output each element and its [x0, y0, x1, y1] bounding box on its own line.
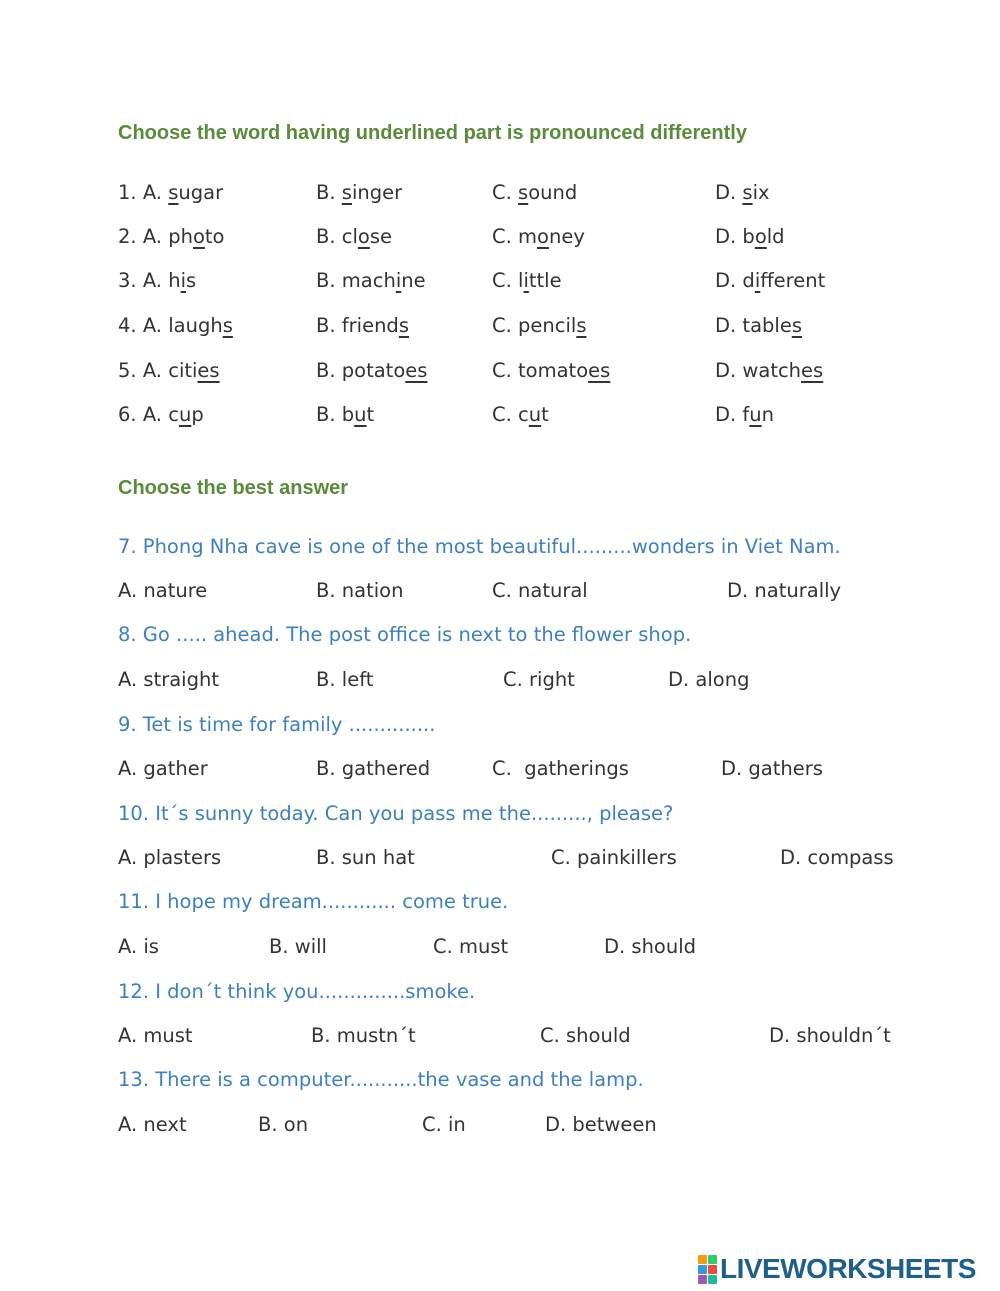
word-part: table	[742, 314, 792, 337]
word-part: ugar	[178, 181, 224, 204]
option-letter: C.	[492, 225, 512, 248]
pronunciation-item	[0, 311, 1000, 341]
pronunciation-option[interactable]	[316, 222, 392, 252]
option-letter: A.	[142, 359, 163, 382]
logo-text: LIVEWORKSHEETS	[720, 1253, 976, 1284]
underlined-part: o	[192, 225, 205, 248]
underlined-part: o	[537, 225, 549, 248]
word-part: laugh	[168, 314, 223, 337]
question-text: 10. It´s sunny today. Can you pass me the........., please?	[118, 802, 674, 825]
option-letter: B.	[316, 269, 336, 292]
option-letter: D.	[715, 314, 737, 337]
pronunciation-option[interactable]	[316, 178, 402, 208]
underlined-part: s	[168, 181, 179, 204]
answer-option[interactable]: B. on	[258, 1113, 309, 1136]
question-text: 13. There is a computer...........the vase and the lamp.	[118, 1068, 644, 1091]
answer-option[interactable]: C. must	[433, 935, 509, 958]
logo-blocks-icon	[698, 1255, 717, 1284]
option-letter: D.	[715, 403, 737, 426]
word-part: ney	[548, 225, 585, 248]
pronunciation-option[interactable]	[316, 356, 427, 386]
answer-option[interactable]: B. nation	[316, 579, 404, 602]
pronunciation-option[interactable]	[715, 178, 770, 208]
option-letter: D.	[715, 181, 737, 204]
answer-option[interactable]: A. gather	[118, 757, 208, 780]
answer-option[interactable]: D. gathers	[721, 757, 823, 780]
answer-options	[0, 754, 1000, 784]
word-part: t	[541, 403, 549, 426]
answer-option[interactable]: D. along	[668, 668, 750, 691]
word-part: fferent	[760, 269, 826, 292]
underlined-part: i	[754, 269, 761, 292]
answer-option[interactable]: B. mustn´t	[311, 1024, 416, 1047]
option-letter: B.	[316, 359, 336, 382]
word-part: citi	[168, 359, 198, 382]
word-part: ound	[528, 181, 578, 204]
underlined-part: u	[749, 403, 762, 426]
answer-option[interactable]: B. left	[316, 668, 374, 691]
word-part: pencil	[518, 314, 577, 337]
item-number: 1.	[118, 181, 137, 204]
word-part: f	[742, 403, 750, 426]
word-part: friend	[341, 314, 399, 337]
word-part: ne	[401, 269, 426, 292]
underlined-part: u	[528, 403, 542, 426]
underlined-part: u	[354, 403, 367, 426]
underlined-part: es	[801, 359, 824, 382]
item-number: 5.	[118, 359, 137, 382]
option-letter: D.	[715, 359, 737, 382]
word-part: b	[341, 403, 355, 426]
word-part: ph	[168, 225, 193, 248]
word-part: m	[518, 225, 538, 248]
word-part: to	[204, 225, 225, 248]
option-letter: A.	[142, 269, 163, 292]
option-letter: B.	[316, 314, 336, 337]
answer-option[interactable]: C. should	[540, 1024, 631, 1047]
word-part: c	[168, 403, 179, 426]
section-heading-pronunciation: Choose the word having underlined part is pronounced differently	[118, 122, 747, 144]
pronunciation-item	[0, 266, 1000, 296]
word-part: ld	[766, 225, 785, 248]
liveworksheets-logo	[698, 1254, 976, 1284]
option-letter: B.	[316, 403, 336, 426]
answer-options	[0, 1110, 1000, 1140]
option-letter: B.	[316, 181, 336, 204]
pronunciation-option[interactable]	[492, 356, 610, 386]
word-part: s	[186, 269, 197, 292]
answer-option[interactable]: A. plasters	[118, 846, 222, 869]
word-part: watch	[742, 359, 802, 382]
word-part: d	[742, 269, 755, 292]
option-letter: C.	[492, 359, 512, 382]
pronunciation-option[interactable]	[118, 266, 196, 296]
answer-option[interactable]: D. shouldn´t	[769, 1024, 891, 1047]
section-heading-best-answer: Choose the best answer	[118, 477, 349, 499]
answer-options	[0, 932, 1000, 962]
word-part: potato	[341, 359, 406, 382]
pronunciation-item	[0, 400, 1000, 430]
pronunciation-option[interactable]	[118, 356, 220, 386]
answer-option[interactable]: B. will	[269, 935, 327, 958]
pronunciation-option[interactable]	[715, 400, 774, 430]
word-part: l	[518, 269, 524, 292]
item-number: 2.	[118, 225, 137, 248]
word-part: tomato	[518, 359, 589, 382]
pronunciation-option[interactable]	[316, 400, 374, 430]
pronunciation-option[interactable]	[492, 311, 587, 341]
option-letter: C.	[492, 181, 512, 204]
underlined-part: i	[180, 269, 186, 292]
answer-option[interactable]: C. gatherings	[492, 757, 629, 780]
option-letter: C.	[492, 403, 512, 426]
underlined-part: s	[222, 314, 233, 337]
word-part: mach	[341, 269, 396, 292]
pronunciation-option[interactable]	[715, 311, 802, 341]
word-part: c	[518, 403, 529, 426]
item-number: 3.	[118, 269, 137, 292]
answer-option[interactable]: D. should	[604, 935, 697, 958]
question-text: 7. Phong Nha cave is one of the most beautiful.........wonders in Viet Nam.	[118, 535, 841, 558]
answer-option[interactable]: C. natural	[492, 579, 588, 602]
option-letter: D.	[715, 225, 737, 248]
pronunciation-option[interactable]	[118, 222, 224, 252]
answer-option[interactable]: C. right	[503, 668, 575, 691]
item-number: 6.	[118, 403, 137, 426]
option-letter: C.	[492, 269, 512, 292]
option-letter: B.	[316, 225, 336, 248]
word-part: inger	[351, 181, 403, 204]
pronunciation-option[interactable]	[316, 311, 409, 341]
pronunciation-option[interactable]	[118, 178, 223, 208]
pronunciation-item	[0, 222, 1000, 252]
pronunciation-option[interactable]	[715, 266, 825, 296]
underlined-part: es	[405, 359, 428, 382]
underlined-part: es	[588, 359, 611, 382]
word-part: ix	[752, 181, 770, 204]
word-part: n	[761, 403, 775, 426]
underlined-part: es	[197, 359, 220, 382]
underlined-part: o	[357, 225, 370, 248]
answer-option[interactable]: B. sun hat	[316, 846, 415, 869]
answer-option[interactable]: C. painkillers	[551, 846, 677, 869]
underlined-part: s	[518, 181, 529, 204]
word-part: b	[742, 225, 755, 248]
question-text: 9. Tet is time for family ..............	[118, 713, 436, 736]
answer-option[interactable]: D. between	[545, 1113, 657, 1136]
pronunciation-item	[0, 178, 1000, 208]
question-text: 8. Go ..... ahead. The post office is next to the flower shop.	[118, 623, 692, 646]
pronunciation-option[interactable]	[316, 266, 426, 296]
underlined-part: i	[523, 269, 529, 292]
item-number: 4.	[118, 314, 137, 337]
option-letter: A.	[142, 225, 163, 248]
pronunciation-option[interactable]	[715, 222, 785, 252]
question-text: 11. I hope my dream............ come true.	[118, 890, 509, 913]
underlined-part: s	[791, 314, 802, 337]
word-part: h	[168, 269, 181, 292]
answer-option[interactable]: A. straight	[118, 668, 219, 691]
word-part: p	[191, 403, 204, 426]
option-letter: D.	[715, 269, 737, 292]
underlined-part: s	[742, 181, 753, 204]
underlined-part: o	[754, 225, 767, 248]
pronunciation-option[interactable]	[715, 356, 823, 386]
answer-options	[0, 665, 1000, 695]
answer-options	[0, 576, 1000, 606]
pronunciation-option[interactable]	[492, 266, 562, 296]
question-text: 12. I don´t think you..............smoke.	[118, 980, 476, 1003]
pronunciation-option[interactable]	[492, 178, 577, 208]
answer-option[interactable]: A. is	[118, 935, 159, 958]
answer-options	[0, 1021, 1000, 1051]
word-part: t	[366, 403, 375, 426]
option-letter: A.	[142, 181, 163, 204]
underlined-part: s	[398, 314, 409, 337]
pronunciation-option[interactable]	[492, 222, 585, 252]
word-part: se	[369, 225, 393, 248]
word-part: cl	[341, 225, 358, 248]
underlined-part: i	[395, 269, 402, 292]
pronunciation-option[interactable]	[492, 400, 549, 430]
word-part: ttle	[528, 269, 562, 292]
option-letter: A.	[142, 314, 163, 337]
underlined-part: s	[576, 314, 587, 337]
option-letter: C.	[492, 314, 512, 337]
underlined-part: s	[341, 181, 352, 204]
pronunciation-item	[0, 356, 1000, 386]
answer-option[interactable]: D. compass	[780, 846, 894, 869]
underlined-part: u	[178, 403, 192, 426]
option-letter: A.	[142, 403, 163, 426]
answer-option[interactable]: C. in	[422, 1113, 466, 1136]
answer-option[interactable]: B. gathered	[316, 757, 431, 780]
pronunciation-option[interactable]	[118, 400, 204, 430]
answer-option[interactable]: A. must	[118, 1024, 193, 1047]
pronunciation-option[interactable]	[118, 311, 233, 341]
answer-option[interactable]: A. next	[118, 1113, 187, 1136]
answer-option[interactable]: A. nature	[118, 579, 208, 602]
answer-options	[0, 843, 1000, 873]
answer-option[interactable]: D. naturally	[727, 579, 842, 602]
